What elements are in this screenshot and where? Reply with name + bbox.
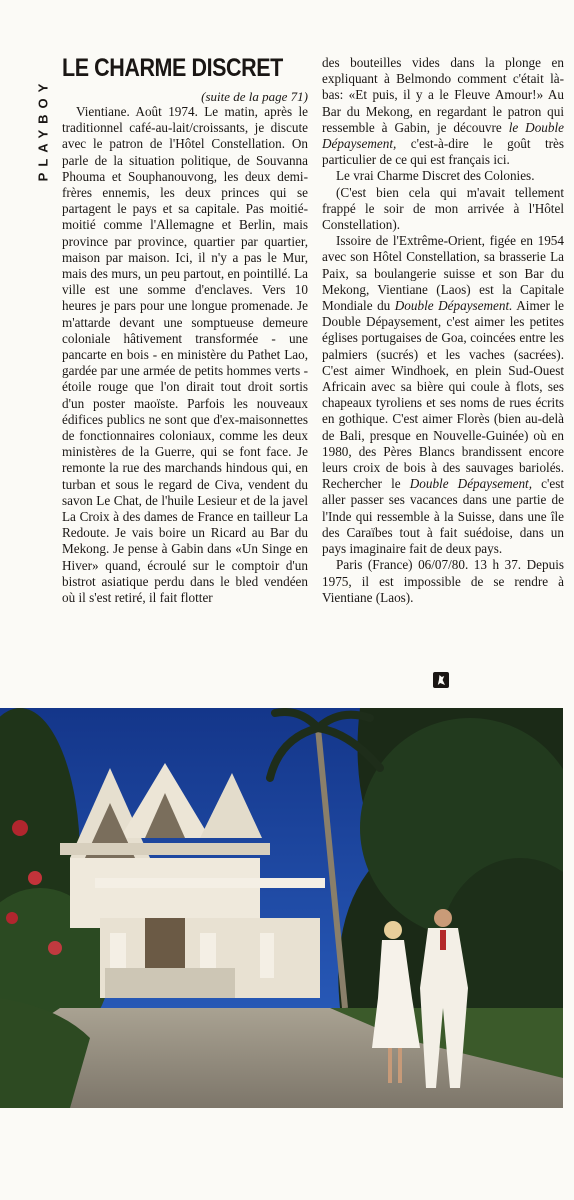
paragraph: Issoire de l'Extrême-Orient, figée en 1954 avec son Hôtel Constellation, sa brasserie La Paix, sa boulangerie suisse et son Bar du Mekong, Vientiane (Laos) est la Capitale Mondiale du Double Dépaysement. Aimer le Double Dépaysement, c'est aimer les petites églises portugaises de Goa, coincées entre les palmiers (sucrés) et les vaches (sacrées). C'est aimer Windhoek, en plein Sud-Ouest Africain avec sa bière qui coule à flots, ses chapeaux tyroliens et ses noms de rues écrits en gothique. C'est aimer Florès (bien au-delà de Bali, presque en Nouvelle-Guinée) où en 1980, des Pères Blancs brandissent encore leurs croix de bois à des sauvages bariolés. Rechercher le Double Dépaysement, c'est aller passer ses vacances dans une partie de l'Inde qui ressemble à la Suisse, dans une île des Caraïbes tout à fait suédoise, dans un pays imaginaire fait de deux pays. [322, 233, 564, 557]
paragraph: Paris (France) 06/07/80. 13 h 37. Depuis 1975, il est impossible de se rendre à Vientiane (Laos). [322, 557, 564, 605]
paragraph: Le vrai Charme Discret des Colonies. [336, 168, 535, 184]
colonial-house-photo [0, 708, 563, 1108]
photo-illustration [0, 708, 563, 1108]
paragraph: (C'est bien cela qui m'avait tellement frappé le soir de mon arrivée à l'Hôtel Constellation). [322, 184, 564, 233]
magazine-name-vertical [33, 60, 53, 200]
paragraph: Vientiane. Août 1974. Le matin, après le traditionnel café-au-lait/croissants, je discute avec le patron de l'Hôtel Constellation. On parle de la situation politique, de Souvanna Phouma et Souphanouvong, les deux demi-frères ennemis, les deux princes qui se partagent le pays et sa capitale. Pas moitié-moitié comme l'Allemagne et Berlin, mais province par province, quartier par quartier, maison par maison. Ici, il n'y a pas le Mur, mais des murs, un peu partout, en pointillé. La ville est une somme d'enclaves. Vers 10 heures je pars pour une longue promenade. Je m'attarde devant une somptueuse demeure coloniale hâtivement transformée - une pancarte en bois - en ministère du Pathet Lao, gardée par une armée de petits hommes verts - étoile rouge que l'on dirait tout droit sortis d'un poster maoïste. Parfois les nouveaux édifices publics ne sont que d'ex-maisonnettes de fonctionnaires coloniaux, comme les deux ministères de la Guerre, qui se font face. Je remonte la rue des marchands hindous qui, en turban et sous le regard de Civa, vendent du savon Le Chat, de l'huile Lesieur et de la javel La Croix à des dames de France en tailleur La Redoute. Je vais boire un Ricard au Bar du Mekong. Je pense à Gabin dans «Un Singe en Hiver» quand, écroulé sur le comptoir d'un bistrot asiatique perdu dans le bled vendéen où il s'est retiré, il fait flotter [62, 104, 308, 606]
column-right [322, 55, 564, 606]
magazine-name: PLAYBOY [35, 77, 51, 182]
rabbit-end-mark-icon [433, 672, 449, 688]
article-title: LE CHARME DISCRET [62, 54, 283, 82]
paragraph: des bouteilles vides dans la plonge en expliquant à Belmondo comment c'était là-bas: «Et puis, il y a le Fleuve Amour!» Au Bar du Mekong, en regardant le patron qui ressemble à Gabin, je découvre le Double Dépaysement, c'est-à-dire le goût très particulier de ce qui est français ici. [322, 55, 565, 168]
continued-from-note: (suite de la page 71) [201, 89, 308, 104]
column-left [62, 104, 308, 606]
